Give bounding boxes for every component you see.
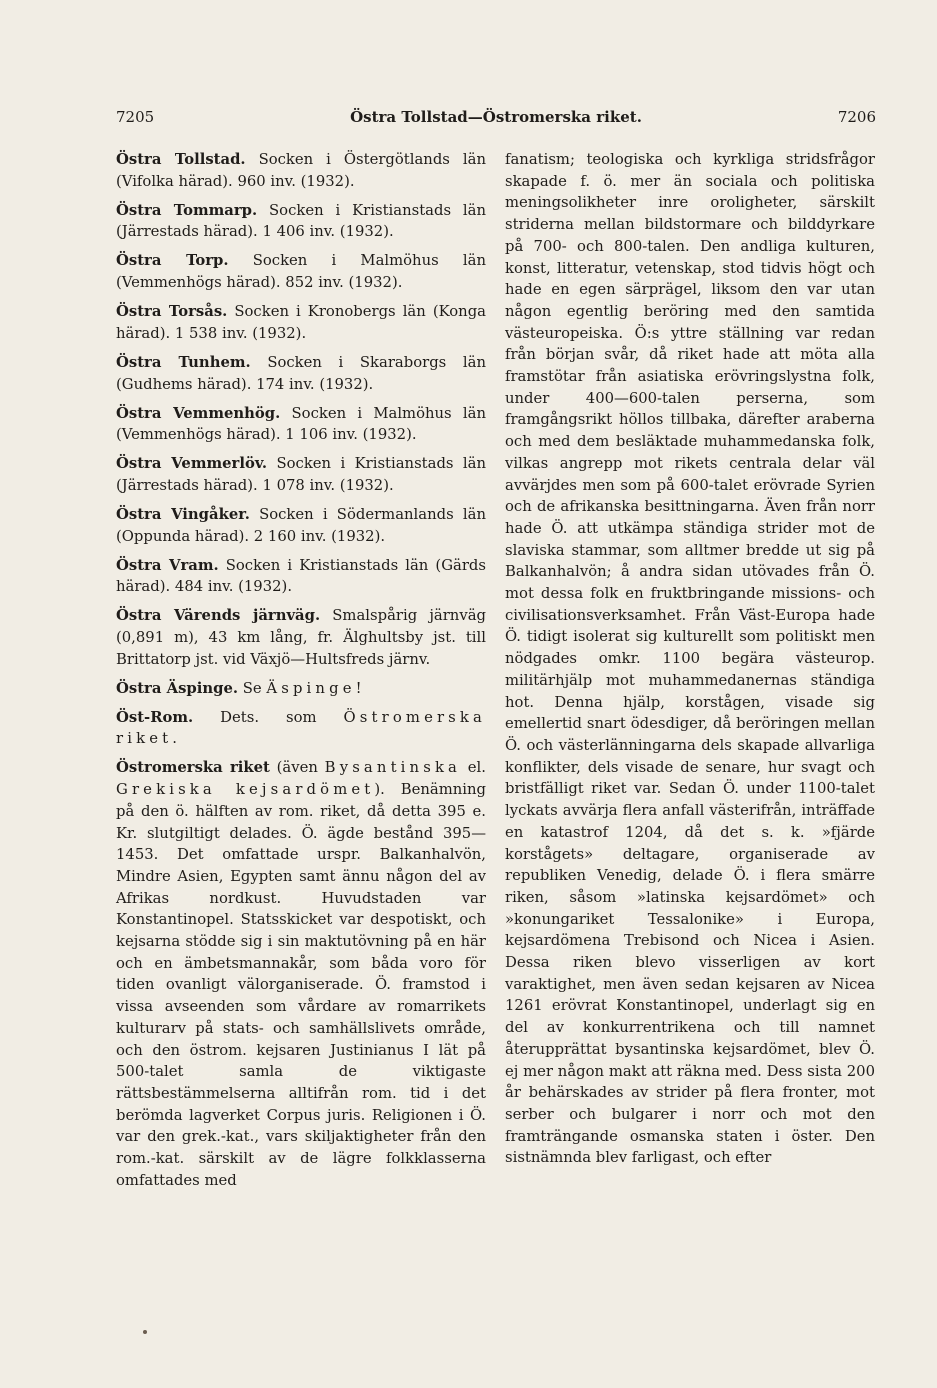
entry-ostra-tunhem [116,352,486,395]
entry-text: Se [242,679,267,697]
entry-text: Socken i Malmöhus län (Vemmenhögs härad). 852 inv. (1932). [116,252,486,292]
entry-text: ). [374,781,385,799]
entry-text-after: ! [355,679,362,697]
entry-ostromerska-riket [116,757,486,1191]
headword: Östra Vram. [116,556,219,574]
entry-text: Dets. som [220,708,344,726]
headword: Östromerska riket [116,759,270,777]
headword: Östra Vingåker. [116,505,250,523]
headword: Östra Vemmenhög. [116,404,281,422]
entry-text: Socken i Kronobergs län (Konga härad). 1 538 inv. (1932). [116,303,486,342]
entry-ostra-aspinge [116,678,486,700]
running-head: Östra Tollstad—Östromerska riket. [350,108,642,126]
entry-ostra-torsas [116,301,486,344]
entry-ostra-tommarp [116,200,486,243]
headword: Öst-Rom. [116,708,194,726]
right-column [505,149,875,1169]
entry-text: Socken i Kristianstads län (Gärds härad). 484 inv. (1932). [116,556,486,596]
entry-text: Socken i Skaraborgs län (Gudhems härad). 174 inv. (1932). [116,353,486,393]
headword: Östra Torp. [116,252,229,270]
page-header [116,108,876,130]
headword: Östra Äspinge. [116,679,239,697]
entry-ost-rom [116,707,486,750]
article-body-left: Benämning på den ö. hälften av rom. riket, då detta 395 e. Kr. slutgiltigt delades. Ö. ägde bestånd 395—1453. Det omfattade urspr. Balkanhalvön, Mindre Asien, Egypten samt ännu någon del av Afrikas nordkust. Huvudstaden var Konstantinopel. Statsskicket var despotiskt, och kejsarna stödde sig i sin maktutövning på en här och en ämbetsmannakår, som båda voro för tiden ovanligt välorganiserade. Ö. framstod i vissa avseenden som vårdare av romarrikets kulturarv på stats- och samhällslivets område, och den östrom. kejsaren Justinianus I lät på 500-talet samla de viktigaste rättsbestämmelserna alltifrån rom. tid i det berömda lagverket Corpus juris. Religionen i Ö. var den grek.-kat., vars skiljaktigheter från den rom.-kat. särskilt av de lägre folkklasserna omfattades med [116,781,486,1189]
left-column [116,149,486,1199]
alt-name: Grekiska kejsardömet [116,781,375,799]
cross-reference-link[interactable]: Östromerska riket [116,708,486,748]
entry-ostra-tollstad [116,149,486,192]
headword: Östra Tommarp. [116,201,258,219]
entry-ostra-vemmenhog [116,403,486,446]
ink-speck [143,1330,147,1334]
entry-ostra-vemmerlov [116,453,486,496]
entry-ostra-varends-jarnvag [116,605,486,670]
entry-text: Socken i Kristianstads län (Järrestads härad). 1 406 inv. (1932). [116,201,486,241]
entry-ostra-torp [116,250,486,293]
entry-ostra-vingaker [116,504,486,547]
alt-name: Bysantinska [324,759,462,777]
page-number-left: 7205 [116,108,155,126]
entry-text: (även [269,759,325,777]
entry-text: Smalspårig järnväg (0,891 m), 43 km lång, fr. Älghultsby jst. till Brittatorp jst. vid Växjö—Hultsfreds järnv. [116,607,486,668]
headword: Östra Värends järnväg. [116,607,321,625]
headword: Östra Tollstad. [116,151,246,168]
headword: Östra Tunhem. [116,353,251,371]
page-number-right: 7206 [837,108,876,126]
entry-text-after: . [172,730,177,748]
headword: Östra Vemmerlöv. [116,455,268,473]
entry-ostra-vram [116,555,486,598]
cross-reference-link[interactable]: Äspinge [266,679,356,697]
article-body-right: fanatism; teologiska och kyrkliga stridsfrågor skapade f. ö. mer än sociala och politiska meningsolikheter inre oroligheter, särskilt striderna mellan bildstormare och bilddyrkare på 700- och 800-talen. Den andliga kulturen, konst, litteratur, vetenskap, stod tidvis högt och hade en egen särprägel, liksom den var utan någon egentlig beröring med den samtida västeuropeiska. Ö:s yttre ställning var redan från början svår, då riket hade att möta alla framstötar från asiatiska erövringslystna folk, under 400—600-talen perserna, som framgångsrikt höllos tillbaka, därefter araberna och med dem besläktade muhammedanska folk, vilkas angrepp mot rikets centrala delar väl avvärjdes men som på 600-talet erövrade Syrien och de afrikanska besittningarna. Även från norr hade Ö. att utkämpa ständiga strider mot de slaviska stammar, som alltmer bredde ut sig på Balkanhalvön; å andra sidan utövades från Ö. mot dessa folk en fruktbringande missions- och civilisationsverksamhet. Från Väst-Europa hade Ö. tidigt isolerat sig kulturellt som politiskt men nödgades omkr. 1100 begära västeurop. militärhjälp mot muhammedanernas ständiga hot. Denna hjälp, korstågen, visade sig emellertid snart ödesdiger, då beröringen mellan Ö. och västerlänningarna dels skapade allvarliga konflikter, dels visade de senare, hur svagt och bristfälligt riket var. Sedan Ö. under 1100-talet lyckats avvärja flera anfall västerifrån, inträffade en katastrof 1204, då det s. k. »fjärde korstågets» deltagare, organiserade av republiken Venedig, delade Ö. i flera smärre riken, såsom »latinska kejsardömet» och »konungariket Tessalonike» i Europa, kejsardömena Trebisond och Nicea i Asien. Dessa riken blevo visserligen av kort varaktighet, men även sedan kejsaren av Nicea 1261 erövrat Konstantinopel, underlagt sig en del av konkurrentrikena och till namnet återupprättat bysantinska kejsardömet, blev Ö. ej mer någon makt att räkna med. Dess sista 200 år behärskades av strider på flera fronter, mot serber och bulgarer i norr och mot den framträngande osmanska staten i öster. Den sistnämnda blev farligast, och efter [505,151,875,1167]
entry-text: Socken i Kristianstads län (Järrestads härad). 1 078 inv. (1932). [116,455,486,494]
entry-text: el. [461,759,486,777]
entry-text: Socken i Östergötlands län (Vifolka härad). 960 inv. (1932). [116,151,486,190]
headword: Östra Torsås. [116,303,228,321]
entry-text: Socken i Malmöhus län (Vemmenhögs härad). 1 106 inv. (1932). [116,404,486,444]
entry-text: Socken i Södermanlands län (Oppunda härad). 2 160 inv. (1932). [116,505,486,545]
